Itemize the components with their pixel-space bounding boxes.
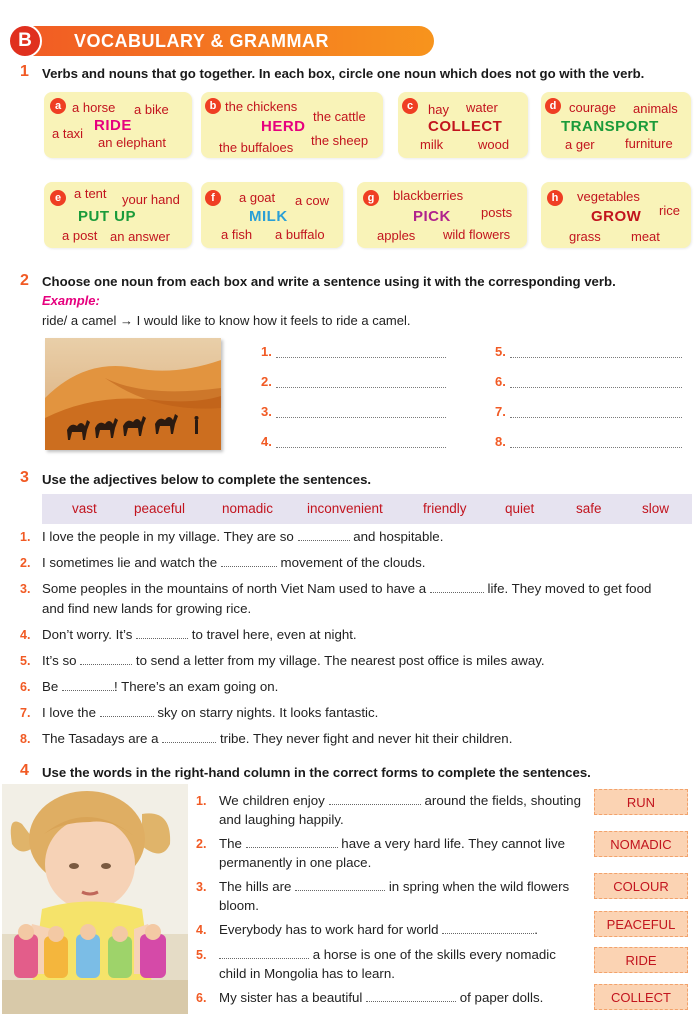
answer-blank[interactable] [62,690,114,691]
sentence-number: 1. [196,794,207,808]
vocab-box [541,92,691,158]
sentence-number: 2. [20,556,31,570]
adjective-word: vast [72,501,97,516]
sentence: It’s so to send a letter from my village. The nearest post office is miles away. [42,653,545,668]
sentence-number: 2. [196,837,207,851]
line-number: 7. [495,404,506,419]
section-title: VOCABULARY & GRAMMAR [74,31,329,51]
adjective-word: friendly [423,501,467,516]
line-number: 5. [495,344,506,359]
word-cue: RUN [594,789,688,815]
line-number: 6. [495,374,506,389]
exercise-instruction: Use the adjectives below to complete the sentences. [42,472,372,487]
adjective-word: nomadic [222,501,274,516]
noun[interactable]: the buffaloes [219,140,294,155]
answer-line[interactable] [510,357,682,358]
answer-blank[interactable] [298,540,350,541]
noun[interactable]: an answer [110,229,170,244]
noun[interactable]: courage [569,100,616,115]
line-number: 3. [261,404,272,419]
noun[interactable]: meat [631,229,660,244]
noun[interactable]: a taxi [52,126,84,141]
section-badge: B [8,24,42,58]
sentence-number: 8. [20,732,31,746]
exercise-number: 1 [20,63,29,80]
noun[interactable]: milk [420,137,444,152]
noun[interactable]: the chickens [225,99,298,114]
answer-blank[interactable] [219,958,309,959]
verb: HERD [261,118,306,135]
adjective-word: inconvenient [307,501,383,516]
sentence-number: 5. [20,654,31,668]
verb: TRANSPORT [561,118,659,135]
exercise-instruction: Use the words in the right-hand column in the correct forms to complete the sentences. [42,765,591,780]
vocab-box [541,182,691,248]
noun[interactable]: an elephant [98,135,166,150]
noun[interactable]: grass [569,229,601,244]
sentence: Everybody has to work hard for world . [219,922,538,937]
verb: MILK [249,208,288,225]
noun[interactable]: rice [659,203,680,218]
answer-blank[interactable] [366,1001,456,1002]
noun[interactable]: blackberries [393,188,464,203]
vocab-box [201,92,383,158]
verb: COLLECT [428,118,503,135]
noun[interactable]: a goat [239,190,276,205]
word-cue: PEACEFUL [594,911,688,937]
answer-blank[interactable] [100,716,154,717]
noun[interactable]: your hand [122,192,180,207]
sentence: We children enjoy around the fields, shouting and laughing happily. [219,793,581,827]
noun[interactable]: a ger [565,137,595,152]
sentence-number: 4. [20,628,31,642]
example-sentence: ride/ a camel → I would like to know how it feels to ride a camel. [42,313,411,328]
answer-line[interactable] [510,447,682,448]
answer-blank[interactable] [162,742,216,743]
exercise-instruction: Choose one noun from each box and write a sentence using it with the corresponding verb. [42,274,616,289]
answer-line[interactable] [276,357,446,358]
girl-paper-dolls-photo [2,784,188,1014]
sentence: Some peoples in the mountains of north Viet Nam used to have a life. They moved to get food [42,581,652,596]
sentence-number: 1. [20,530,31,544]
verb: PUT UP [78,208,137,225]
example-label: Example: [42,293,100,308]
noun[interactable]: wild flowers [443,227,511,242]
box-letter: h [547,190,563,206]
box-letter: g [363,190,379,206]
answer-line[interactable] [276,417,446,418]
noun[interactable]: vegetables [577,189,640,204]
sentence-number: 7. [20,706,31,720]
answer-line[interactable] [510,387,682,388]
exercise-instruction: Verbs and nouns that go together. In each box, circle one noun which does not go with the verb. [42,66,645,81]
answer-blank[interactable] [136,638,188,639]
word-cue: RIDE [594,947,688,973]
line-number: 1. [261,344,272,359]
sentence-number: 4. [196,923,207,937]
word-cue: COLLECT [594,984,688,1010]
box-letter: b [205,98,221,114]
box-letter: f [205,190,221,206]
line-number: 8. [495,434,506,449]
verb: RIDE [94,117,132,134]
answer-blank[interactable] [430,592,484,593]
noun[interactable]: a buffalo [275,227,325,242]
sentence: a horse is one of the skills every nomadic child in Mongolia has to learn. [219,947,556,981]
answer-blank[interactable] [80,664,132,665]
vocab-box [357,182,527,248]
sentence-number: 6. [196,991,207,1005]
noun[interactable]: furniture [625,136,673,151]
sentence: I love the people in my village. They are so and hospitable. [42,529,444,544]
noun[interactable]: a post [62,228,98,243]
vocab-box [44,92,192,158]
vocab-box [44,182,192,248]
noun[interactable]: water [466,100,498,115]
noun[interactable]: the sheep [311,133,369,148]
noun[interactable]: a bike [134,102,169,117]
answer-line[interactable] [510,417,682,418]
answer-blank[interactable] [329,804,421,805]
sentence: Don’t worry. It’s to travel here, even at night. [42,627,357,642]
sentence-number: 3. [196,880,207,894]
sentence: I love the sky on starry nights. It looks fantastic. [42,705,379,720]
box-letter: d [545,98,561,114]
noun[interactable]: hay [428,102,449,117]
noun[interactable]: wood [478,137,510,152]
sentence-number: 6. [20,680,31,694]
noun[interactable]: a cow [295,193,329,208]
answer-line[interactable] [276,447,446,448]
verb: PICK [413,208,451,225]
adjective-word: quiet [505,501,535,516]
sentence: The have a very hard life. They cannot live permanently in one place. [219,836,566,870]
adjective-word: peaceful [134,501,186,516]
verb: GROW [591,208,642,225]
answer-blank[interactable] [221,566,277,567]
box-letter: e [50,190,66,206]
noun[interactable]: a horse [72,100,116,115]
sentence: My sister has a beautiful of paper dolls. [219,990,544,1005]
sentence: The hills are in spring when the wild flowers bloom. [219,879,570,913]
exercise-number: 4 [20,762,29,779]
line-number: 2. [261,374,272,389]
exercise-number: 3 [20,469,29,486]
adjective-word: slow [642,501,670,516]
sentence-number: 3. [20,582,31,596]
vocab-box [201,182,343,248]
word-cue: NOMADIC [594,831,688,857]
sentence-continuation: and find new lands for growing rice. [42,601,252,616]
box-letter: a [50,98,66,114]
sentence: I sometimes lie and watch the movement of the clouds. [42,555,426,570]
answer-blank[interactable] [442,933,534,934]
answer-blank[interactable] [295,890,385,891]
word-cue: COLOUR [594,873,688,899]
sentence: Be ! There’s an exam going on. [42,679,279,694]
noun[interactable]: a fish [221,227,253,242]
noun[interactable]: apples [377,228,416,243]
sentence-number: 5. [196,948,207,962]
noun[interactable]: animals [633,101,678,116]
line-number: 4. [261,434,272,449]
vocab-box [398,92,528,158]
box-letter: c [402,98,418,114]
sentence: The Tasadays are a tribe. They never fight and never hit their children. [42,731,513,746]
desert-camel-photo [45,338,221,450]
noun[interactable]: the cattle [313,109,366,124]
noun[interactable]: a tent [74,186,107,201]
answer-line[interactable] [276,387,446,388]
answer-blank[interactable] [246,847,338,848]
exercise-number: 2 [20,272,29,289]
noun[interactable]: posts [481,205,513,220]
adjective-word: safe [576,501,602,516]
